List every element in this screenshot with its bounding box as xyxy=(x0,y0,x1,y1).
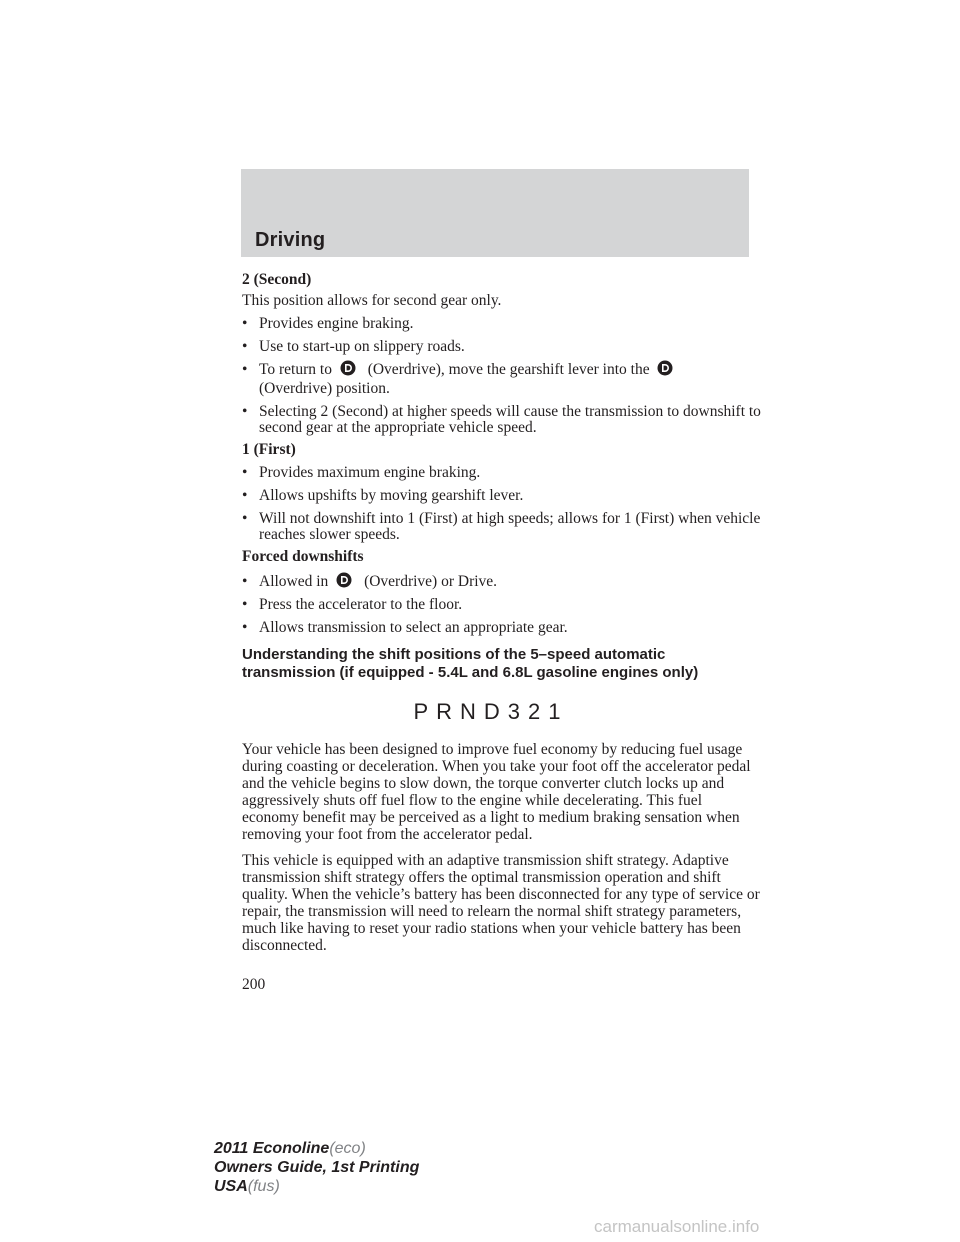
watermark: carmanualsonline.info xyxy=(594,1217,760,1236)
bullet-dot: • xyxy=(242,510,248,527)
list-item: • Use to start-up on slippery roads. xyxy=(242,338,465,355)
first-heading: 1 (First) xyxy=(242,441,296,458)
list-item: • To return to (Overdrive), move the gearshift lever into the (Overdrive) position. xyxy=(242,360,762,398)
bullet-dot: • xyxy=(242,487,248,504)
list-item: • Allowed in (Overdrive) or Drive. xyxy=(242,573,498,590)
page-number: 200 xyxy=(242,976,266,993)
footer xyxy=(214,1139,419,1196)
bullet-dot: • xyxy=(242,464,248,481)
footer-model: 2011 Econoline xyxy=(214,1140,330,1157)
page-content xyxy=(242,270,762,954)
overdrive-d-icon xyxy=(655,360,675,376)
list-item: • Provides maximum engine braking. xyxy=(242,464,481,481)
gear-indicator: PRND321 xyxy=(413,699,569,724)
bullet-dot: • xyxy=(242,315,248,332)
list-item: • Press the accelerator to the floor. xyxy=(242,596,463,613)
second-intro: This position allows for second gear only. xyxy=(242,292,502,309)
overdrive-d-icon xyxy=(334,572,354,588)
bullet-dot: • xyxy=(242,361,248,378)
adaptive-shift-paragraph: This vehicle is equipped with an adaptive transmission shift strategy. Adaptive transmission shift strategy offers the optimal transmission operation and shift quality. When the vehicle’s battery has been disconnected for any type of service or repair, the transmission will need to relearn the normal shift strategy parameters, much like having to reset your radio stations when your vehicle battery has been disconnected. xyxy=(242,852,760,954)
footer-market-code: (fus) xyxy=(247,1178,280,1195)
list-item: • Allows upshifts by moving gearshift lever. xyxy=(242,487,524,504)
footer-model-code: (eco) xyxy=(329,1140,366,1157)
overdrive-d-icon xyxy=(338,360,358,376)
understanding-heading: Understanding the shift positions of the 5–speed automatic transmission (if equipped - 5.4L and 6.8L gasoline engines only) xyxy=(242,646,699,681)
bullet-dot: • xyxy=(242,403,248,420)
bullet-dot: • xyxy=(242,573,248,590)
footer-market: USA xyxy=(214,1178,248,1195)
second-heading: 2 (Second) xyxy=(242,271,312,288)
list-item: • Will not downshift into 1 (First) at high speeds; allows for 1 (First) when vehicle reaches slower speeds. xyxy=(242,510,761,543)
section-title: Driving xyxy=(255,229,326,251)
bullet-dot: • xyxy=(242,619,248,636)
forced-heading: Forced downshifts xyxy=(242,548,364,565)
list-item: • Provides engine braking. xyxy=(242,315,414,332)
fuel-economy-paragraph: Your vehicle has been designed to improve fuel economy by reducing fuel usage during coasting or deceleration. When you take your foot off the accelerator pedal and the vehicle begins to slow down, the torque converter clutch locks up and aggressively shuts off fuel flow to the engine while decelerating. This fuel economy benefit may be perceived as a light to medium braking sensation when removing your foot from the accelerator pedal. xyxy=(242,741,751,843)
bullet-dot: • xyxy=(242,338,248,355)
footer-guide: Owners Guide, 1st Printing xyxy=(214,1159,420,1176)
list-item: • Selecting 2 (Second) at higher speeds will cause the transmission to downshift to second gear at the appropriate vehicle speed. xyxy=(242,403,761,436)
list-item: • Allows transmission to select an appropriate gear. xyxy=(242,619,568,636)
bullet-dot: • xyxy=(242,596,248,613)
